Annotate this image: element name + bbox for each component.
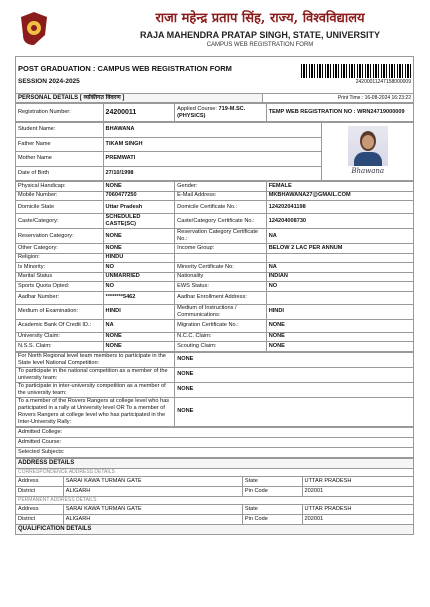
correspondence-address: SARAI KAWA TURMAN GATE	[63, 476, 242, 486]
field-label: Caste/Category:	[16, 214, 104, 229]
personal-label: Student Name:	[16, 123, 104, 138]
field-label: Caste/Category Certificate No.:	[175, 214, 267, 229]
reg-number-label: Registration Number:	[16, 104, 104, 122]
address-heading: ADDRESS DETAILS	[16, 458, 414, 468]
field-label: Other Category:	[16, 244, 104, 254]
field-value: BELOW 2 LAC PER ANNUM	[266, 244, 413, 254]
registration-table	[15, 103, 414, 122]
university-name-hindi: राजा महेन्द्र प्रताप सिंह, राज्य, विश्वविद्यालय	[155, 11, 365, 26]
field-label: Reservation Category:	[16, 229, 104, 244]
field-label: EWS Status:	[175, 282, 267, 292]
personal-details-table	[15, 181, 414, 352]
address-label: Address	[16, 476, 64, 486]
claim-row	[16, 352, 414, 367]
field-value: HINDI	[103, 304, 175, 319]
pin-label: Pin Code	[242, 486, 302, 496]
state-label: State	[242, 504, 302, 514]
field-label: E-Mail Address:	[175, 191, 267, 201]
claim-label: To participate in the national competition as a member of the university team:	[16, 367, 175, 382]
detail-row	[16, 272, 414, 282]
detail-row	[16, 214, 414, 229]
personal-details-heading: PERSONAL DETAILS [ व्यक्तिगत विवरण ]	[16, 94, 263, 103]
permanent-state: UTTAR PRADESH	[302, 504, 413, 514]
correspondence-state: UTTAR PRADESH	[302, 476, 413, 486]
university-name-english: RAJA MAHENDRA PRATAP SINGH, STATE, UNIVERSITY	[139, 30, 381, 40]
claim-value: NONE	[175, 382, 414, 397]
pin-label: Pin Code	[242, 514, 302, 524]
header-subtitle: CAMPUS WEB REGISTRATION FORM	[206, 42, 314, 48]
detail-row	[16, 332, 414, 342]
permanent-pin: 202001	[302, 514, 413, 524]
detail-row	[16, 319, 414, 332]
correspondence-district: ALIGARH	[63, 486, 242, 496]
personal-value: PREMWATI	[103, 152, 322, 167]
field-value: 124204008730	[266, 214, 413, 229]
field-label: Income Group:	[175, 244, 267, 254]
claim-row	[16, 367, 414, 382]
field-label: Mobile Number:	[16, 191, 104, 201]
claim-label: To participate in inter-university competition as a member of the university team:	[16, 382, 175, 397]
address-table	[15, 458, 414, 535]
admission-table	[15, 427, 414, 458]
field-value: NA	[266, 229, 413, 244]
applied-course: Applied Course: 719-M.SC. (PHYSICS)	[175, 104, 267, 122]
field-value: 7060477250	[103, 191, 175, 201]
field-value: NONE	[266, 332, 413, 342]
detail-row	[16, 244, 414, 254]
permanent-address: SARAI KAWA TURMAN GATE	[63, 504, 242, 514]
photo-cell	[322, 123, 414, 181]
field-value	[266, 253, 413, 263]
detail-row	[16, 191, 414, 201]
claim-value: NONE	[175, 397, 414, 426]
claims-table	[15, 352, 414, 427]
field-value: NA	[266, 263, 413, 273]
claim-label: To a member of the Rovers Rangers at college level who has participated in a rally at University level OR To a member of Rovers Rangers at college level who has participated in the Inter-University Rally:	[16, 397, 175, 426]
claim-row	[16, 397, 414, 426]
state-label: State	[242, 476, 302, 486]
field-value: ********5462	[103, 291, 175, 304]
web-reg-number: TEMP WEB REGISTRATION NO : WRN24719000009	[266, 104, 413, 122]
field-label: University Claim:	[16, 332, 104, 342]
personal-value: 27/10/1998	[103, 166, 322, 181]
field-value: NONE	[103, 182, 175, 192]
field-value: Uttar Pradesh	[103, 201, 175, 214]
student-signature: Bhawana	[351, 167, 385, 175]
field-value: FEMALE	[266, 182, 413, 192]
claim-label: For North Regional level team members to participate in the State level National Competition:	[16, 352, 175, 367]
selected-subjects-label: Selected Subjects:	[16, 447, 414, 457]
claim-value: NONE	[175, 367, 414, 382]
field-label: Minority Certificate No:	[175, 263, 267, 273]
field-value: HINDI	[266, 304, 413, 319]
correspondence-heading: CORRESPONDENCE ADDRESS DETAILS	[16, 468, 414, 476]
field-label: Religion:	[16, 253, 104, 263]
field-label: Scouting Claim:	[175, 342, 267, 352]
detail-row	[16, 201, 414, 214]
field-value: NONE	[266, 319, 413, 332]
field-label: N.S.S. Claim:	[16, 342, 104, 352]
field-label: Is Minority:	[16, 263, 104, 273]
field-value: 124202041198	[266, 201, 413, 214]
detail-row	[16, 229, 414, 244]
field-label: Marital Status	[16, 272, 104, 282]
field-label: Nationality	[175, 272, 267, 282]
permanent-heading: PERMANENT ADDRESS DETAILS	[16, 496, 414, 504]
personal-label: Mother Name	[16, 152, 104, 167]
field-label	[175, 253, 267, 263]
admitted-course-label: Admitted Course:	[16, 437, 414, 447]
detail-row	[16, 182, 414, 192]
university-header	[15, 6, 414, 56]
field-value: UNMARRIED	[103, 272, 175, 282]
admitted-college-label: Admitted College:	[16, 427, 414, 437]
student-basic-table	[15, 122, 414, 181]
field-value: NO	[103, 263, 175, 273]
personal-value: BHAWANA	[103, 123, 322, 138]
address-label: Address	[16, 504, 64, 514]
field-label: N.C.C. Claim:	[175, 332, 267, 342]
permanent-district: ALIGARH	[63, 514, 242, 524]
qualification-heading: QUALIFICATION DETAILS	[16, 524, 414, 534]
university-logo	[19, 11, 49, 47]
field-label: Reservation Category Certificate No.:	[175, 229, 267, 244]
form-title: POST GRADUATION : CAMPUS WEB REGISTRATION FORM	[18, 64, 232, 73]
field-label: Medium of Examination:	[16, 304, 104, 319]
district-label: District	[16, 486, 64, 496]
claim-value: NONE	[175, 352, 414, 367]
print-time: Print Time : 16-08-2024 16:23:22	[262, 94, 413, 103]
student-photo	[348, 126, 388, 166]
detail-row	[16, 291, 414, 304]
reg-number-value: 24200011	[103, 104, 175, 122]
detail-row	[16, 304, 414, 319]
field-value: SCHEDULED CASTE(SC)	[103, 214, 175, 229]
field-value: NONE	[103, 332, 175, 342]
field-label: Gender:	[175, 182, 267, 192]
field-label: Domicile Certificate No.:	[175, 201, 267, 214]
detail-row	[16, 253, 414, 263]
field-value: NO	[103, 282, 175, 292]
field-label: Academic Bank Of Credit ID.:	[16, 319, 104, 332]
form-title-table	[15, 56, 414, 103]
personal-value: TIKAM SINGH	[103, 137, 322, 152]
field-value: NONE	[103, 229, 175, 244]
field-label: Domicile State	[16, 201, 104, 214]
field-value: MKBHAWANA27@GMAIL.COM	[266, 191, 413, 201]
field-label: Sports Quota Opted:	[16, 282, 104, 292]
barcode	[301, 64, 411, 78]
registration-form-page	[15, 6, 414, 606]
personal-label: Father Name	[16, 137, 104, 152]
field-label: Medium of Instructions / Communications:	[175, 304, 267, 319]
detail-row	[16, 282, 414, 292]
field-value: NO	[266, 282, 413, 292]
field-value: NA	[103, 319, 175, 332]
barcode-number: 24200011247158000009	[355, 79, 411, 85]
field-label: Aadhar Enrollment Address:	[175, 291, 267, 304]
field-value: HINDU	[103, 253, 175, 263]
personal-label: Date of Birth	[16, 166, 104, 181]
field-label: Aadhar Number:	[16, 291, 104, 304]
field-value: NONE	[266, 342, 413, 352]
field-value: NONE	[103, 244, 175, 254]
claim-row	[16, 382, 414, 397]
field-value	[266, 291, 413, 304]
field-value: INDIAN	[266, 272, 413, 282]
correspondence-pin: 202001	[302, 486, 413, 496]
detail-row	[16, 342, 414, 352]
district-label: District	[16, 514, 64, 524]
field-label: Physical Handicap:	[16, 182, 104, 192]
field-value: NONE	[103, 342, 175, 352]
detail-row	[16, 263, 414, 273]
session-label: SESSION 2024-2025	[18, 78, 80, 85]
field-label: Migration Certificate No.:	[175, 319, 267, 332]
